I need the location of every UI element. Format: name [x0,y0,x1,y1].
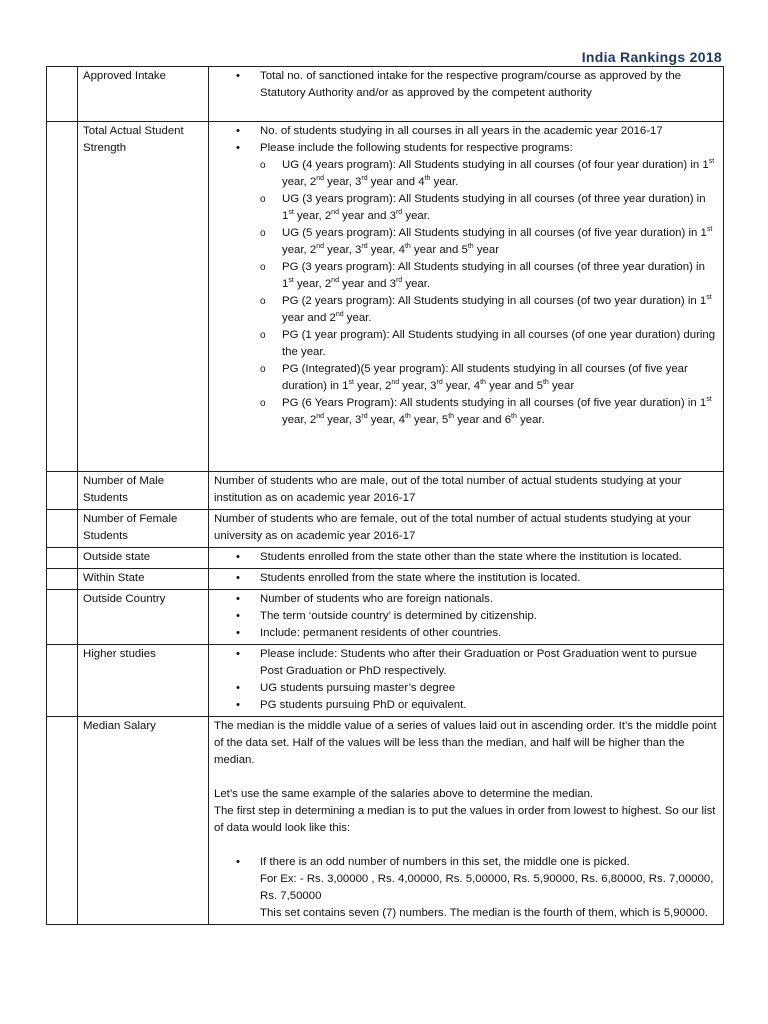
list-item: o PG (2 years program): All Students studying in all courses (of two year duration) in 1st year and 2nd year. [282,293,719,327]
page-header-title: India Rankings 2018 [581,49,722,65]
row-index-cell [47,569,78,590]
row-label: Median Salary [78,717,209,925]
row-description: Number of students who are female, out of the total number of actual students studying at your university as on academic year 2016-17 [209,510,724,548]
list-item: • Include: permanent residents of other countries. [260,625,719,642]
row-index-cell [47,472,78,510]
definitions-table [46,66,724,925]
list-item: • Total no. of sanctioned intake for the respective program/course as approved by the Statutory Authority and/or as approved by the competent authority [260,68,719,102]
row-label: Within State [78,569,209,590]
median-conclusion: This set contains seven (7) numbers. The median is the fourth of them, which is 5,90000. [260,907,709,919]
table-row [47,67,724,122]
list-item: • Students enrolled from the state where the institution is located. [260,570,719,587]
table-row [47,590,724,645]
list-item: • PG students pursuing PhD or equivalent. [260,697,719,714]
list-item: • Number of students who are foreign nationals. [260,591,719,608]
list-item: • Students enrolled from the state other than the state where the institution is located. [260,549,719,566]
row-description [209,645,724,717]
row-label: Higher studies [78,645,209,717]
table-row [47,472,724,510]
row-index-cell [47,590,78,645]
row-label: Outside state [78,548,209,569]
row-index-cell [47,548,78,569]
list-item: • UG students pursuing master’s degree [260,680,719,697]
row-label: Number of Female Students [78,510,209,548]
list-item: • If there is an odd number of numbers in this set, the middle one is picked. For Ex: - Rs. 3,00000 , Rs. 4,00000, Rs. 5,00000, Rs. 5,90000, Rs. 6,80000, Rs. 7,00000, Rs. 7,50000 This set contains seven (7) numbers. The median is the fourth of them, which is 5,90000. [260,854,719,922]
salary-example: For Ex: - Rs. 3,00000 , Rs. 4,00000, Rs. 5,00000, Rs. 5,90000, Rs. 6,80000, Rs. 7,00000, Rs. 7,50000 [260,873,714,902]
table-row [47,569,724,590]
row-description [209,569,724,590]
row-description [209,122,724,472]
row-description: Number of students who are male, out of the total number of actual students studying at your institution as on academic year 2016-17 [209,472,724,510]
list-item: o PG (6 Years Program): All students studying in all courses (of five year duration) in 1st year, 2nd year, 3rd year, 4th year, 5th year and 6th year. [282,395,719,429]
table-row [47,717,724,925]
list-item: o UG (5 years program): All Students studying in all courses (of five year duration) in 1st year, 2nd year, 3rd year, 4th year and 5th year [282,225,719,259]
table-row [47,122,724,472]
list-item: • Please include: Students who after their Graduation or Post Graduation went to pursue Post Graduation or PhD respectively. [260,646,719,680]
row-description [209,548,724,569]
list-item: o PG (1 year program): All Students studying in all courses (of one year duration) during the year. [282,327,719,361]
row-index-cell [47,717,78,925]
list-item: • The term ‘outside country’ is determined by citizenship. [260,608,719,625]
list-item: • Please include the following students for respective programs: [260,140,719,157]
row-index-cell [47,510,78,548]
table-row [47,645,724,717]
row-label: Number of Male Students [78,472,209,510]
row-description [209,717,724,925]
row-label: Outside Country [78,590,209,645]
row-index-cell [47,67,78,122]
row-description [209,590,724,645]
row-description [209,67,724,122]
row-label: Approved Intake [78,67,209,122]
list-item: o PG (Integrated)(5 year program): All students studying in all courses (of five year duration) in 1st year, 2nd year, 3rd year, 4th year and 5th year [282,361,719,395]
median-definition: The median is the middle value of a series of values laid out in ascending order. It’s the middle point of the data set. Half of the values will be less than the median, and half will be higher than the median. [214,720,717,766]
row-label: Total Actual Student Strength [78,122,209,472]
list-item: o UG (3 years program): All Students studying in all courses (of three year duration) in 1st year, 2nd year and 3rd year. [282,191,719,225]
list-item: • No. of students studying in all courses in all years in the academic year 2016-17 [260,123,719,140]
table-row [47,548,724,569]
median-step-text: The first step in determining a median is to put the values in order from lowest to highest. So our list of data would look like this: [214,805,716,834]
median-example-intro: Let’s use the same example of the salaries above to determine the median. [214,788,594,800]
table-row [47,510,724,548]
row-index-cell [47,122,78,472]
row-index-cell [47,645,78,717]
list-item: o PG (3 years program): All Students studying in all courses (of three year duration) in 1st year, 2nd year and 3rd year. [282,259,719,293]
list-item: o UG (4 years program): All Students studying in all courses (of four year duration) in 1st year, 2nd year, 3rd year and 4th year. [282,157,719,191]
